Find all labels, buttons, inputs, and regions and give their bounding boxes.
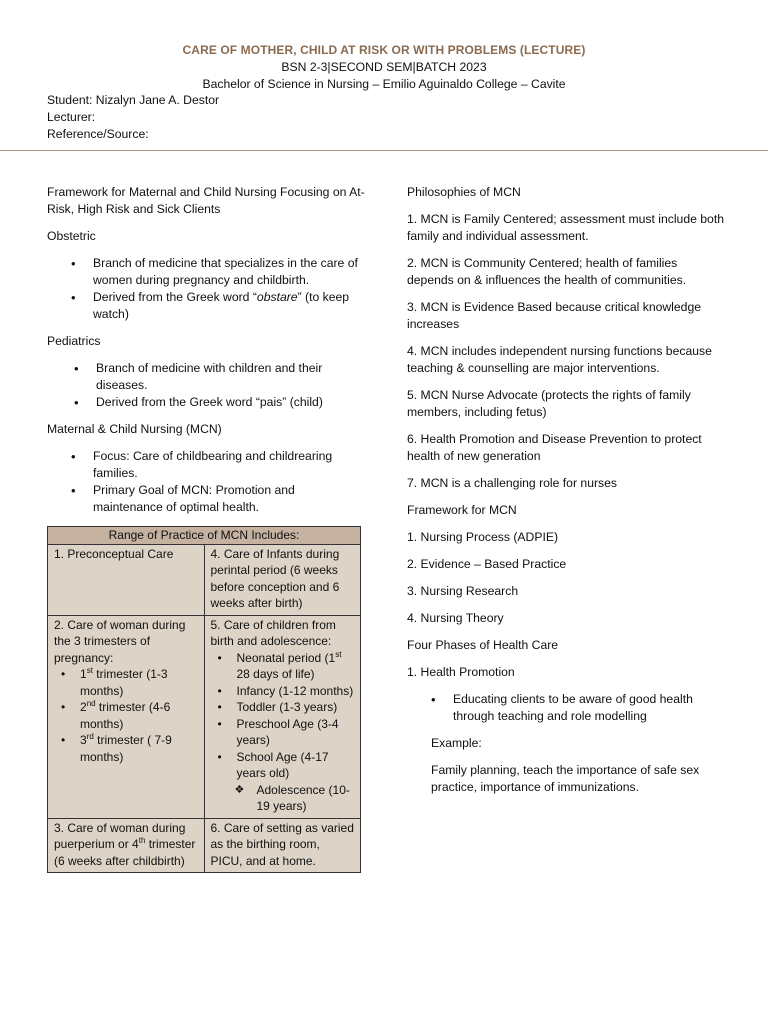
table-header: Range of Practice of MCN Includes: [48, 527, 361, 545]
table-cell: 3. Care of woman during puerperium or 4th trimester (6 weeks after childbirth) [48, 818, 205, 873]
list-item: • 2nd trimester (4-6 months) [80, 699, 198, 732]
framework-heading: Framework for Maternal and Child Nursing Focusing on At- Risk, High Risk and Sick Clients [47, 185, 365, 216]
list-item: • Branch of medicine with children and their diseases. [96, 360, 365, 394]
table-cell: 2. Care of woman during the 3 trimesters of pregnancy: • 1st trimester (1-3 months) • 2nd trimester (4-6 months) • 3rd trimester ( 7-9 months) [48, 615, 205, 818]
phase-item: 1. Health Promotion [407, 665, 515, 679]
obstetric-list [47, 255, 365, 323]
list-item: • Infancy (1-12 months) [237, 683, 355, 700]
pediatrics-heading: Pediatrics [47, 334, 101, 348]
obstetric-heading: Obstetric [47, 229, 96, 243]
list-item: • Primary Goal of MCN: Promotion and maintenance of optimal health. [93, 482, 365, 516]
document-header [0, 42, 768, 93]
lecturer-line: Lecturer: [47, 110, 96, 124]
philosophies-heading: Philosophies of MCN [407, 185, 521, 199]
table-cell: 4. Care of Infants during perintal period (6 weeks before conception and 6 weeks after birth) [204, 544, 361, 615]
right-column [407, 184, 727, 806]
phases-heading: Four Phases of Health Care [407, 638, 559, 652]
list-item: • Preschool Age (3-4 years) [237, 716, 355, 749]
philosophy-item: 1. MCN is Family Centered; assessment must include both family and individual assessment. [407, 212, 724, 243]
philosophy-item: 7. MCN is a challenging role for nurses [407, 476, 617, 490]
table-cell: 1. Preconceptual Care [48, 544, 205, 615]
header-divider [0, 150, 768, 151]
philosophy-item: 6. Health Promotion and Disease Prevention to protect health of new generation [407, 432, 702, 463]
philosophy-item: 4. MCN includes independent nursing functions because teaching & counselling are major interventions. [407, 344, 712, 375]
philosophy-item: 2. MCN is Community Centered; health of families depends on & influences the health of communities. [407, 256, 687, 287]
list-item: • Educating clients to be aware of good health through teaching and role modelling [453, 691, 727, 725]
mcn-heading: Maternal & Child Nursing (MCN) [47, 422, 222, 436]
framework-item: 3. Nursing Research [407, 584, 519, 598]
list-item: • Toddler (1-3 years) [237, 699, 355, 716]
range-of-practice-table [47, 526, 361, 873]
program-line: Bachelor of Science in Nursing – Emilio Aguinaldo College – Cavite [202, 77, 566, 91]
list-item: ❖ Adolescence (10-19 years) [257, 782, 355, 815]
list-item: • 3rd trimester ( 7-9 months) [80, 732, 198, 765]
table-cell: 6. Care of setting as varied as the birthing room, PICU, and at home. [204, 818, 361, 873]
meta-block [47, 92, 219, 143]
left-column [47, 184, 365, 873]
philosophy-item: 5. MCN Nurse Advocate (protects the rights of family members, including fetus) [407, 388, 691, 419]
pediatrics-list [47, 360, 365, 411]
list-item: • Focus: Care of childbearing and childrearing families. [93, 448, 365, 482]
list-item: • Branch of medicine that specializes in the care of women during pregnancy and childbirth. [93, 255, 365, 289]
framework-item: 1. Nursing Process (ADPIE) [407, 530, 559, 544]
list-item: • School Age (4-17 years old) [237, 749, 355, 782]
list-item: • Derived from the Greek word “obstare” (to keep watch) [93, 289, 365, 323]
reference-line: Reference/Source: [47, 127, 149, 141]
mcn-list [47, 448, 365, 516]
framework-mcn-heading: Framework for MCN [407, 503, 517, 517]
phase-list [407, 691, 727, 725]
framework-item: 4. Nursing Theory [407, 611, 504, 625]
student-line: Student: Nizalyn Jane A. Destor [47, 93, 220, 107]
philosophy-item: 3. MCN is Evidence Based because critical knowledge increases [407, 300, 701, 331]
framework-item: 2. Evidence – Based Practice [407, 557, 567, 571]
batch-line: BSN 2-3|SECOND SEM|BATCH 2023 [281, 60, 487, 74]
example-label: Example: [431, 736, 482, 750]
course-title: CARE OF MOTHER, CHILD AT RISK OR WITH PROBLEMS (LECTURE) [182, 43, 586, 57]
table-cell: 5. Care of children from birth and adolescence: • Neonatal period (1st 28 days of life) • Infancy (1-12 months) • Toddler (1-3 years) • Preschool Age (3-4 years) • School Age (4-17 years old) ❖ Adolescence (10-19 years) [204, 615, 361, 818]
example-text: Family planning, teach the importance of safe sex practice, importance of immunizations. [431, 763, 700, 794]
list-item: • 1st trimester (1-3 months) [80, 666, 198, 699]
list-item: • Derived from the Greek word “pais” (child) [96, 394, 365, 411]
list-item: • Neonatal period (1st 28 days of life) [237, 650, 355, 683]
